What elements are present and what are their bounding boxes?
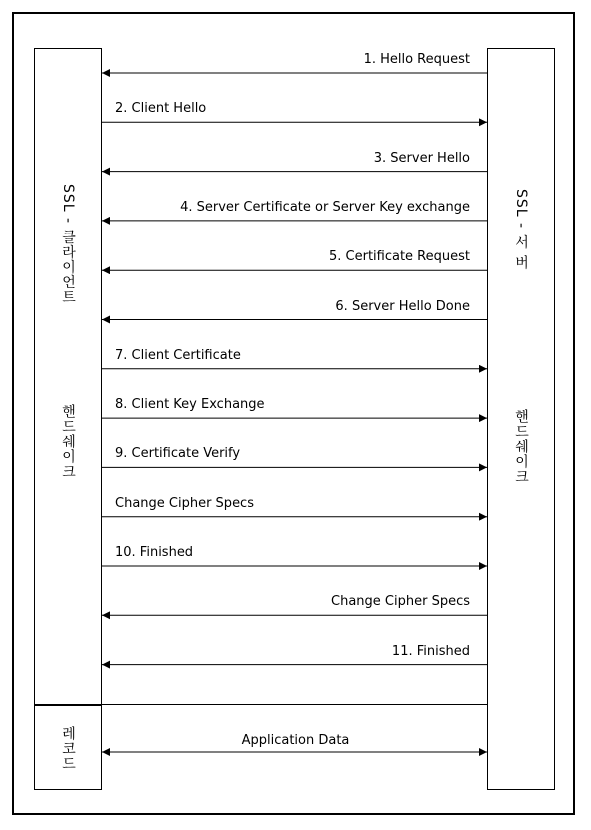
ssl-client-column — [34, 48, 102, 705]
message-label: 1. Hello Request — [363, 52, 470, 67]
message-label: Change Cipher Specs — [331, 594, 470, 610]
application-data-label: Application Data — [241, 733, 350, 748]
message-label: 4. Server Certificate or Server Key exchange — [180, 199, 470, 215]
message-label: 8. Client Key Exchange — [115, 397, 265, 413]
ssl-server-column — [487, 48, 555, 790]
client-title: SSL - 클라이언트 — [60, 184, 76, 305]
server-handshake-label: 핸드쉐이크 — [513, 409, 529, 484]
ssl-record-box — [34, 705, 102, 790]
message-label: 6. Server Hello Done — [335, 298, 470, 314]
message-label: 10. Finished — [115, 545, 194, 560]
message-label: Change Cipher Specs — [115, 495, 254, 511]
message-label: 3. Server Hello — [373, 150, 470, 166]
client-handshake-label: 핸드쉐이크 — [60, 404, 76, 479]
server-title: SSL - 서 버 — [513, 189, 529, 270]
message-label: 9. Certificate Verify — [115, 446, 241, 462]
message-label: 11. Finished — [391, 643, 470, 659]
message-label: 2. Client Hello — [115, 101, 207, 117]
record-label: 레코드 — [60, 726, 76, 771]
message-label: 7. Client Certificate — [115, 347, 241, 363]
message-label: 5. Certificate Request — [328, 249, 470, 265]
